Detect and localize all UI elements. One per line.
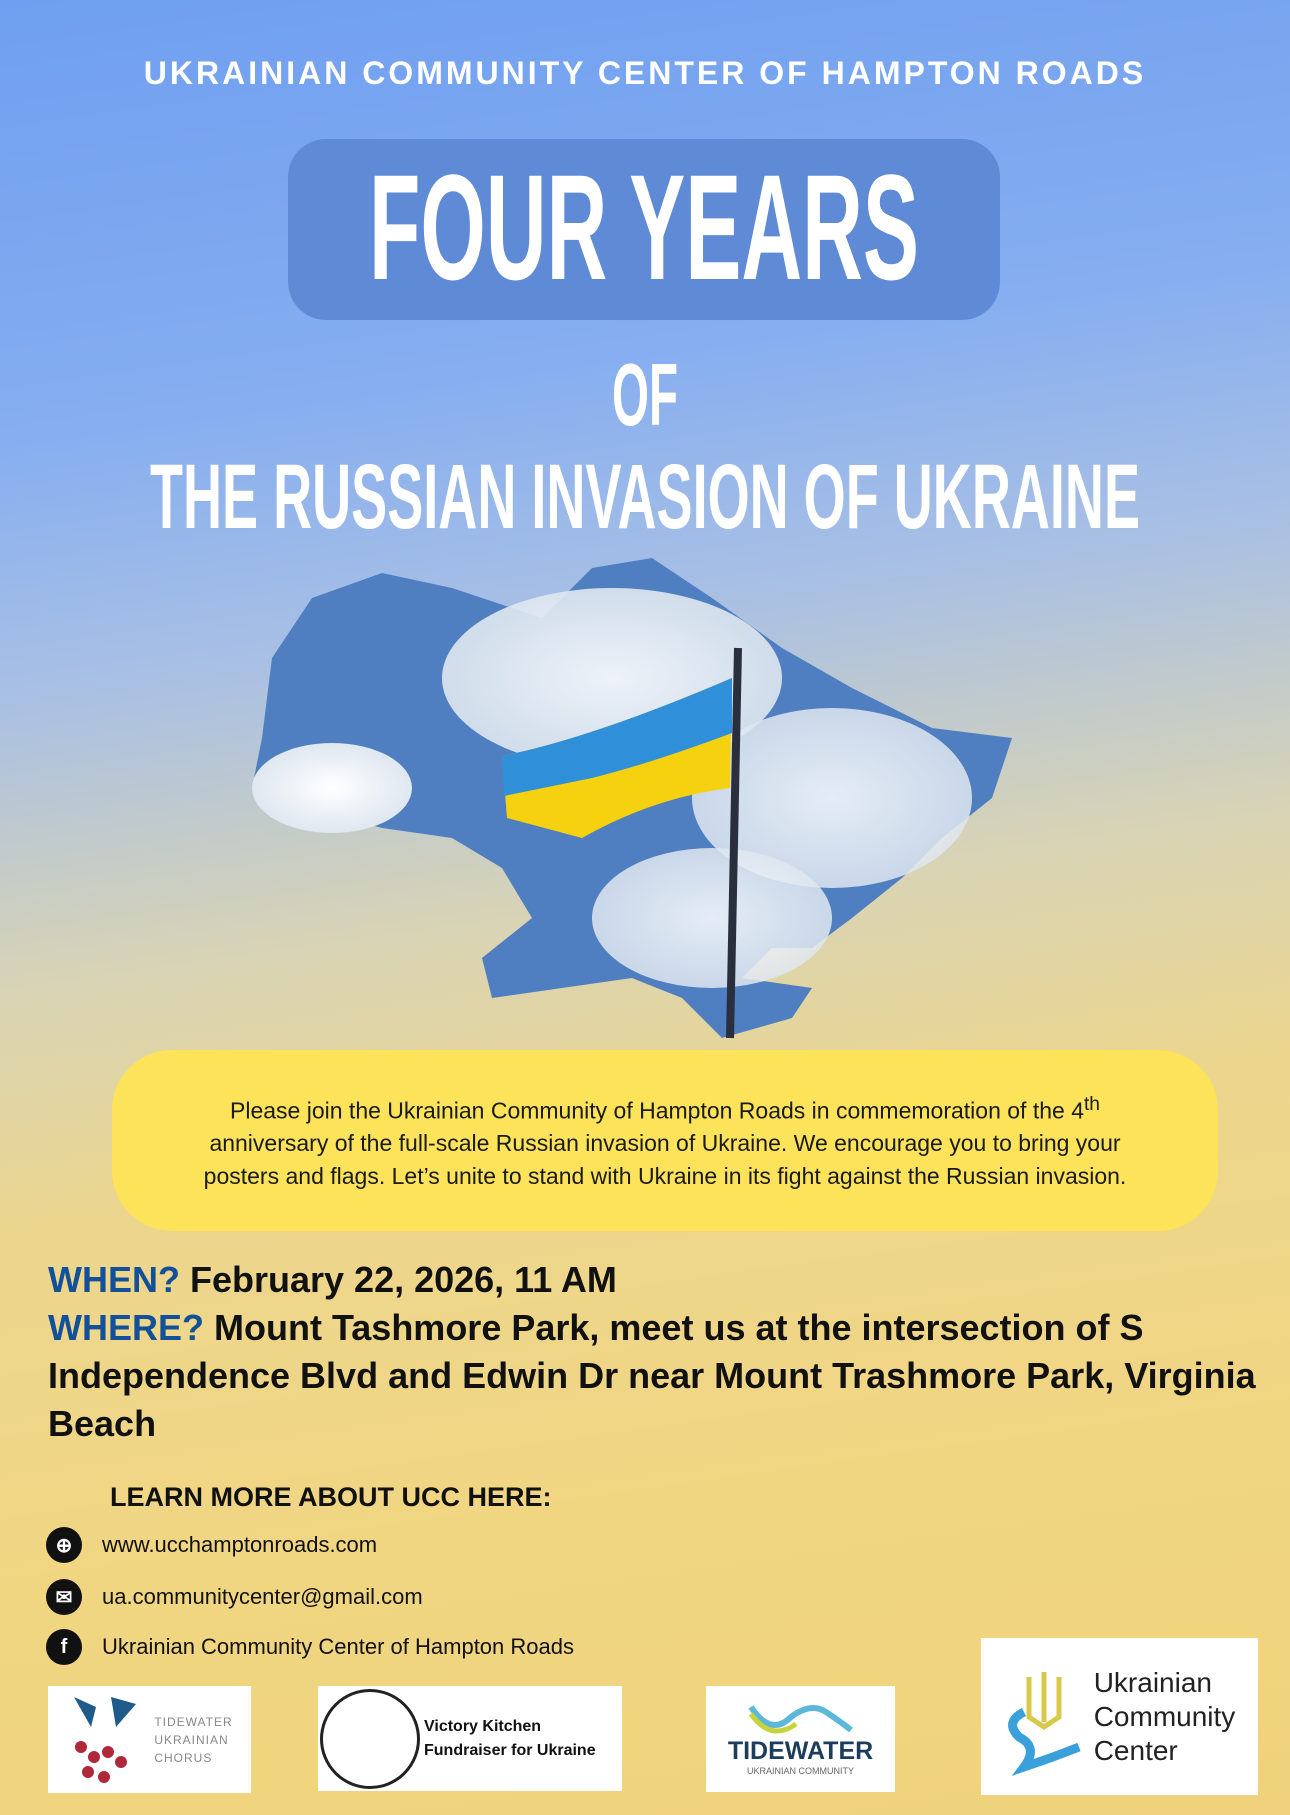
when-line: WHEN? February 22, 2026, 11 AM <box>48 1259 617 1300</box>
facebook-link[interactable]: f Ukrainian Community Center of Hampton Roads <box>46 1629 574 1665</box>
title-of: OF <box>612 345 678 444</box>
organization-header: UKRAINIAN COMMUNITY CENTER OF HAMPTON ROADS <box>143 55 1147 91</box>
facebook-icon: f <box>46 1629 82 1665</box>
email-link[interactable]: ✉ ua.communitycenter@gmail.com <box>46 1579 423 1615</box>
title-four-years-svg <box>288 139 1000 320</box>
ukrainian-community-center-logo: Ukrainian Community Center <box>981 1638 1258 1795</box>
wave-icon <box>746 1702 856 1737</box>
victory-kitchen-logo: Victory Kitchen Fundraiser for Ukraine <box>318 1686 622 1791</box>
chorus-emblem-icon <box>66 1692 146 1787</box>
tidewater-community-logo: TIDEWATER UKRAINIAN COMMUNITY <box>706 1686 895 1792</box>
invitation-text: Please join the Ukrainian Community of Hampton Roads in commemoration of the 4th anniversary of the full-scale Russian invasion of Ukraine. We encourage you to bring your posters and flags. Let’s unite to stand with Ukraine in its fight against the Russian invasion. <box>203 1093 1127 1190</box>
globe-icon: ⊕ <box>46 1527 82 1563</box>
title-subtitle: THE RUSSIAN INVASION OF UKRAINE <box>150 446 1140 548</box>
trident-wave-icon <box>1004 1662 1084 1772</box>
tidewater-chorus-logo: TIDEWATER UKRAINIAN CHORUS <box>48 1686 251 1793</box>
learn-more-heading: LEARN MORE ABOUT UCC HERE: <box>110 1482 552 1512</box>
ukraine-map-flag-image <box>252 538 1013 1042</box>
title-of-svg <box>545 340 745 444</box>
invitation-box <box>112 1050 1218 1231</box>
title-four-years: FOUR YEARS <box>369 143 919 311</box>
title-subtitle-svg <box>140 440 1150 550</box>
where-line: WHERE? Mount Tashmore Park, meet us at the intersection of S Independence Blvd and Edwin Dr near Mount Trashmore Park, Virginia Beach <box>48 1307 1256 1444</box>
dumpling-bowl-icon <box>320 1689 420 1789</box>
title-banner <box>288 139 1000 320</box>
mail-icon: ✉ <box>46 1579 82 1615</box>
website-link[interactable]: ⊕ www.ucchamptonroads.com <box>46 1527 377 1563</box>
event-details <box>48 1256 1268 1448</box>
